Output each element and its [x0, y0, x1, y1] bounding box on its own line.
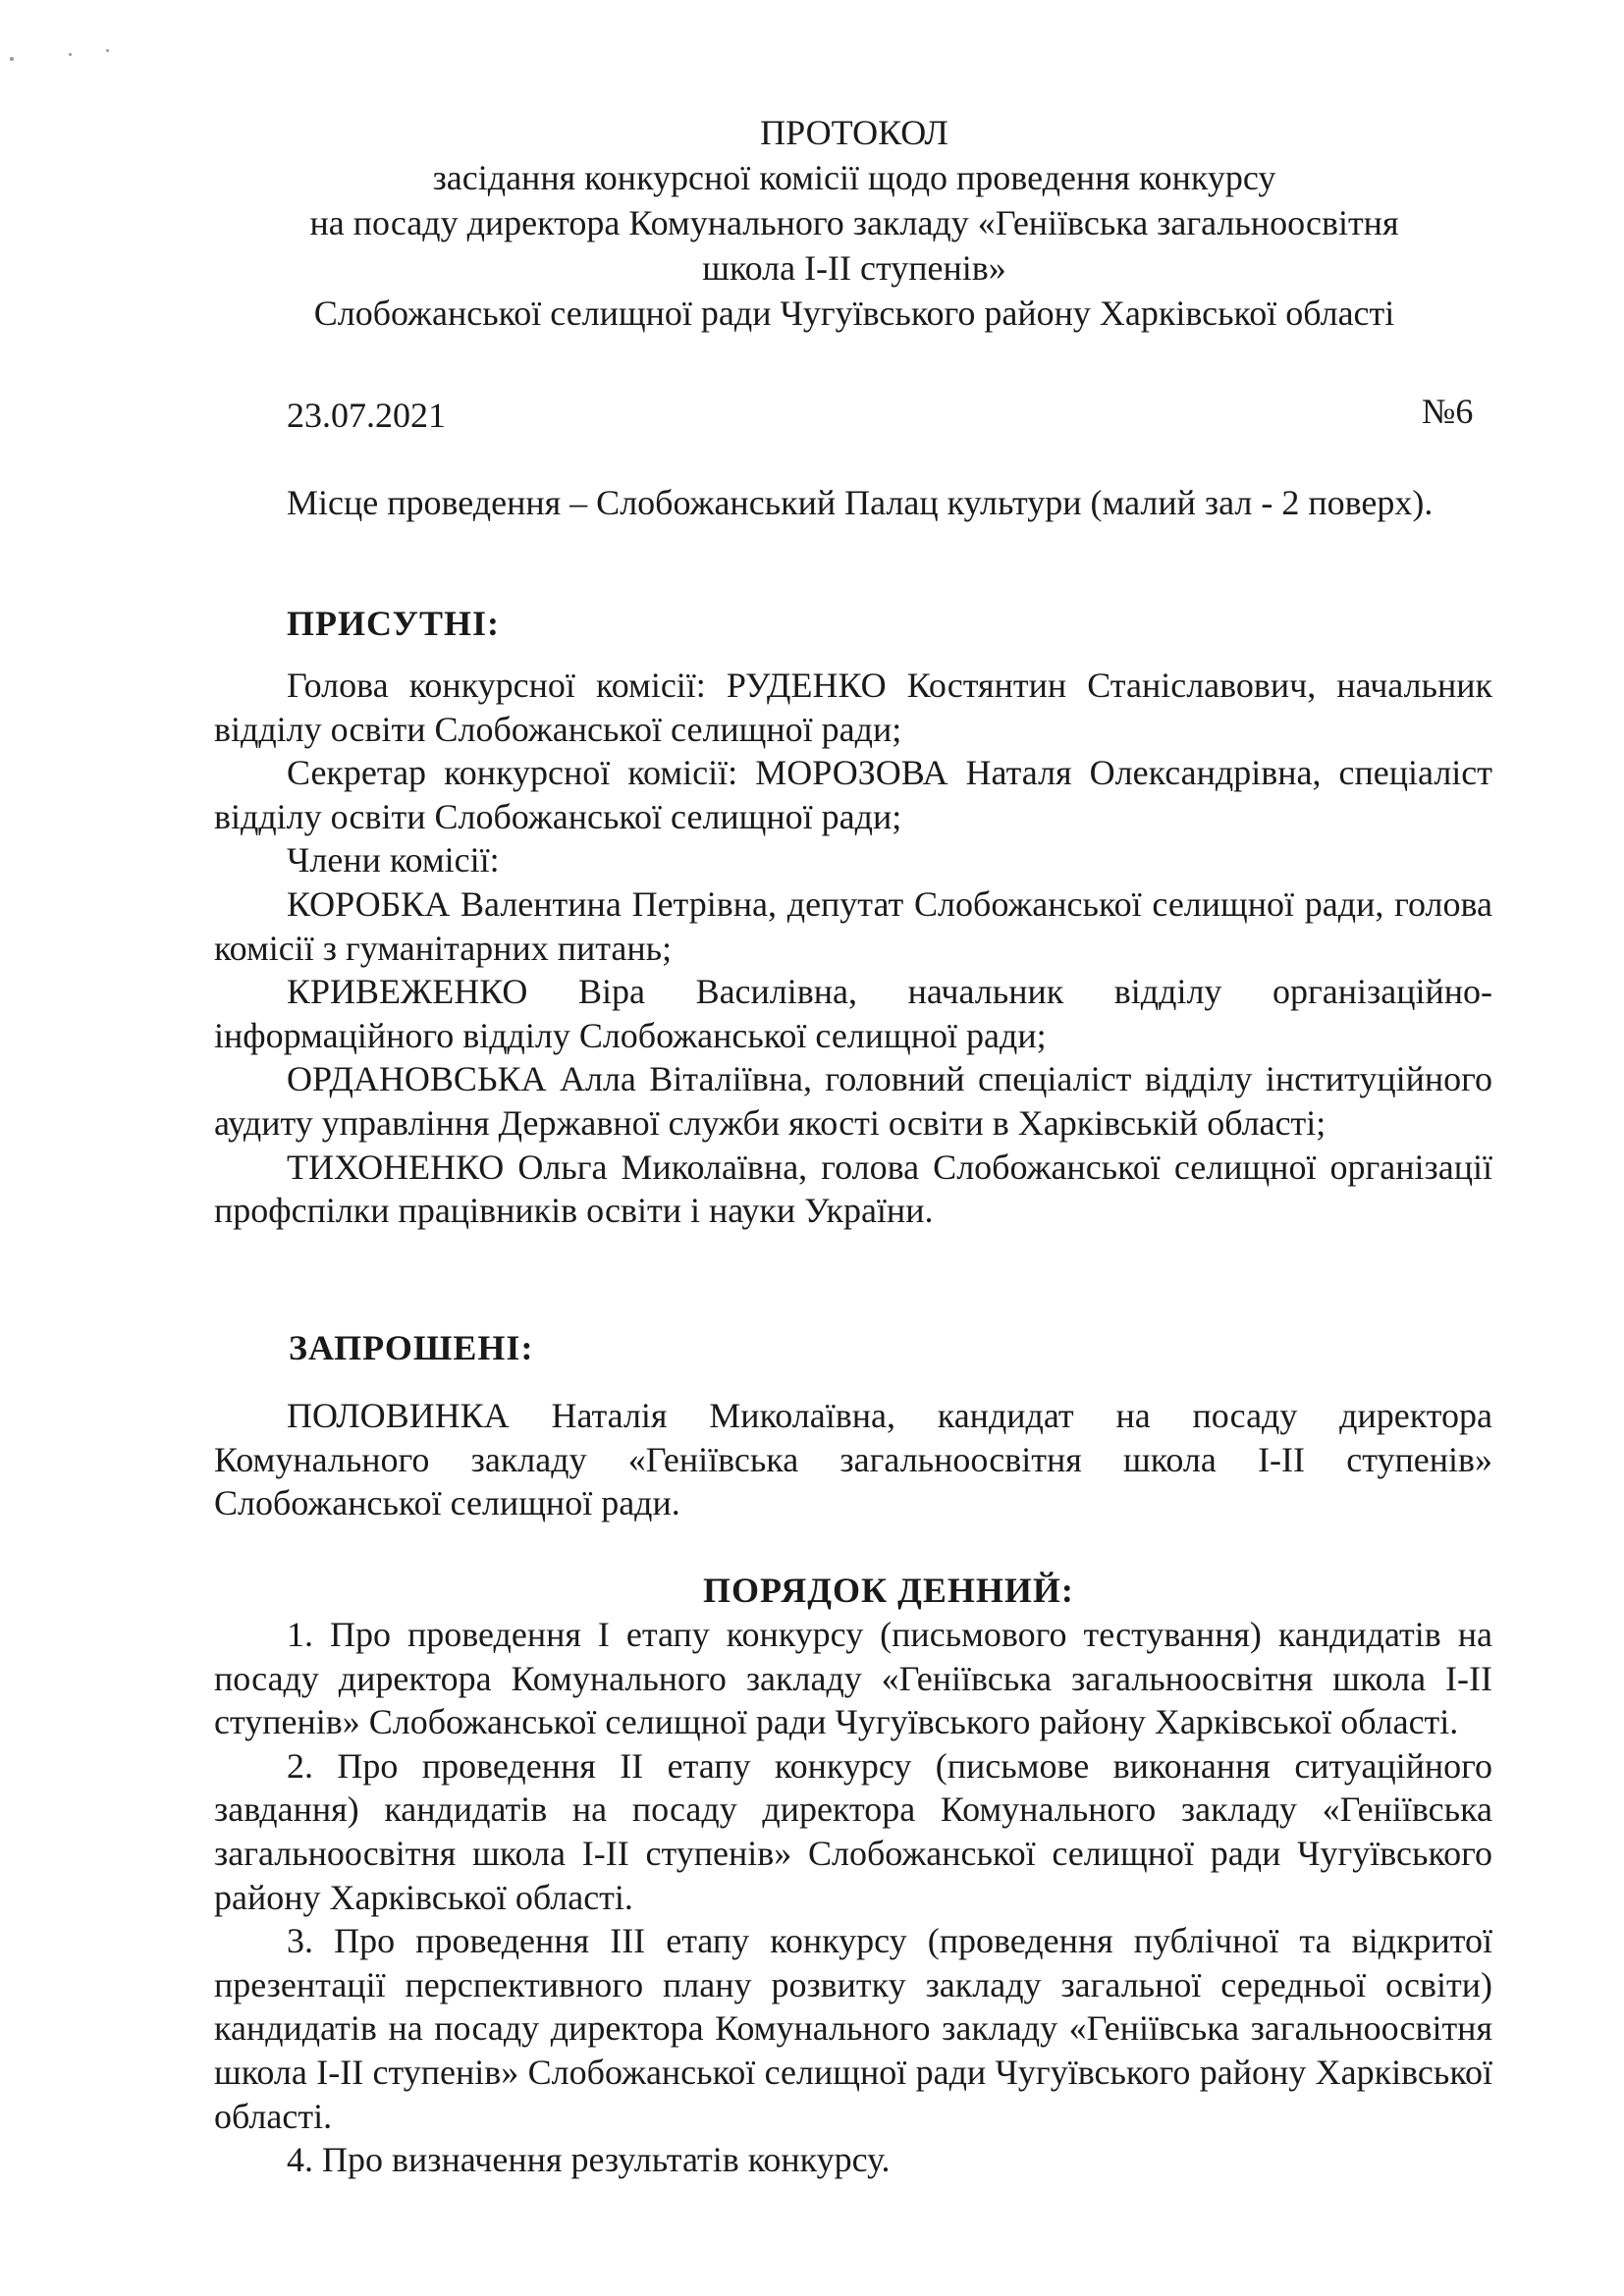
- invited-paragraph: [214, 1394, 1492, 1525]
- chair-entry: Голова конкурсної комісії: РУДЕНКО Костянтин Станіславович, начальник відділу освіти Слобожанської селищної ради;: [214, 666, 1492, 749]
- member-entry: ОРДАНОВСЬКА Алла Віталіївна, головний спеціаліст відділу інституційного аудиту управління Державної служби якості освіти в Харківській області;: [214, 1059, 1492, 1143]
- invited-heading: ЗАПРОШЕНІ:: [289, 1328, 534, 1367]
- agenda-item: 3. Про проведення ІІІ етапу конкурсу (проведення публічної та відкритої презентації перспективного плану розвитку закладу загальної середньої освіти) кандидатів на посаду директора Комунального закладу «Геніївська загальноосвітня школа І-ІІ ступенів» Слобожанської селищної ради Чугуївського району Харківської області.: [214, 1921, 1492, 2136]
- agenda-item: 1. Про проведення І етапу конкурсу (письмового тестування) кандидатів на посаду директора Комунального закладу «Геніївська загальноосвітня школа І-ІІ ступенів» Слобожанської селищної ради Чугуївського району Харківської області.: [214, 1615, 1492, 1742]
- subtitle-line: засідання конкурсної комісії щодо проведення конкурсу: [432, 158, 1276, 197]
- member-entry: КОРОБКА Валентина Петрівна, депутат Слобожанської селищної ради, голова комісії з гуманітарних питань;: [214, 883, 1492, 968]
- protocol-header: [216, 110, 1492, 336]
- agenda-list: [214, 1613, 1492, 2182]
- present-heading: ПРИСУТНІ:: [287, 604, 500, 643]
- member-entry: КРИВЕЖЕНКО Віра Василівна, начальник відділу організаційно-інформаційного відділу Слобожанської селищної ради;: [214, 972, 1492, 1055]
- secretary-entry: Секретар конкурсної комісії: МОРОЗОВА Наталя Олександрівна, спеціаліст відділу освіти Слобожанської селищної ради;: [214, 753, 1492, 836]
- subtitle-line: Слобожанської селищної ради Чугуївського району Харківської області: [313, 294, 1395, 333]
- subtitle-line: школа І-ІІ ступенів»: [702, 248, 1006, 288]
- scan-speck: [10, 57, 14, 61]
- venue-paragraph: [214, 481, 1492, 525]
- protocol-number: №6: [1422, 392, 1474, 431]
- venue-text: Місце проведення – Слобожанський Палац культури (малий зал - 2 поверх).: [287, 483, 1434, 522]
- protocol-date: 23.07.2021: [287, 396, 446, 435]
- members-label: Члени комісії:: [287, 840, 500, 881]
- member-entry: ТИХОНЕНКО Ольга Миколаївна, голова Слобожанської селищної організації профспілки працівників освіти і науки України.: [214, 1147, 1492, 1231]
- scan-speck: [106, 49, 109, 52]
- invited-entry: ПОЛОВИНКА Наталія Миколаївна, кандидат на посаду директора Комунального закладу «Геніївська загальноосвітня школа І-ІІ ступенів» Слобожанської селищної ради.: [214, 1396, 1492, 1523]
- protocol-title: ПРОТОКОЛ: [760, 113, 948, 152]
- agenda-item: 2. Про проведення ІІ етапу конкурсу (письмове виконання ситуаційного завдання) кандидатів на посаду директора Комунального закладу «Геніївська загальноосвітня школа І-ІІ ступенів» Слобожанської селищної ради Чугуївського району Харківської області.: [214, 1745, 1492, 1917]
- subtitle-line: на посаду директора Комунального закладу «Геніївська загальноосвітня: [309, 203, 1399, 242]
- present-list: [214, 664, 1492, 1233]
- scan-speck: [69, 53, 72, 56]
- agenda-item: 4. Про визначення результатів конкурсу.: [287, 2140, 891, 2180]
- agenda-heading: ПОРЯДОК ДЕННИЙ:: [703, 1571, 1074, 1610]
